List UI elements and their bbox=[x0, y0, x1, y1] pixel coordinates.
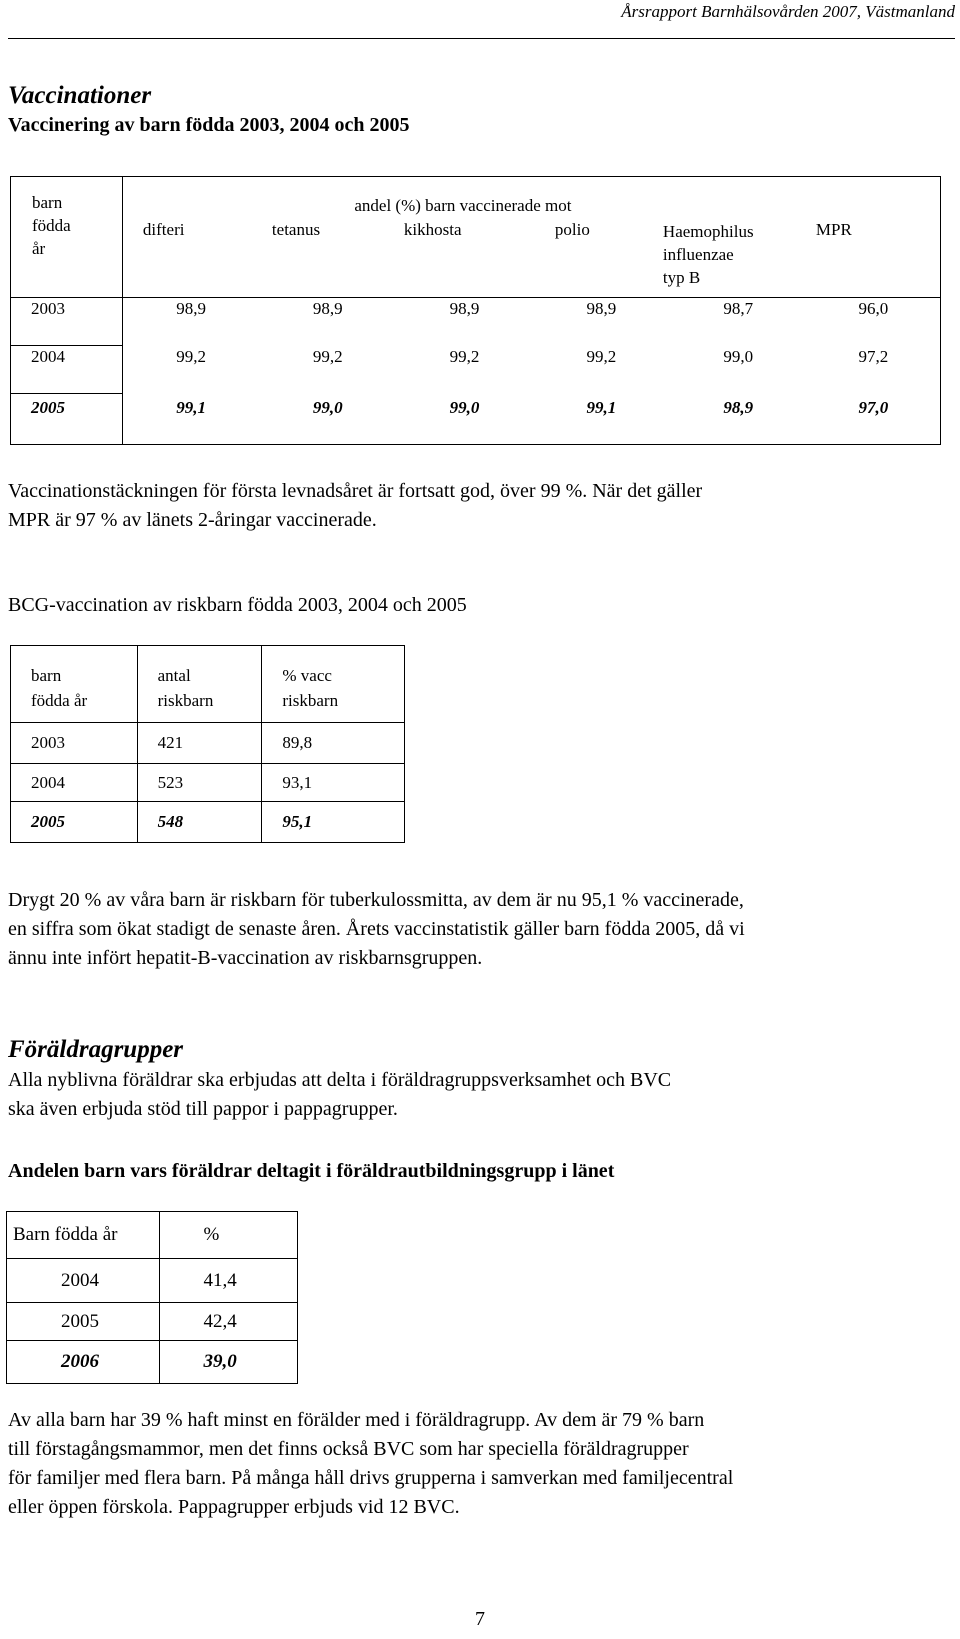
group-header: andel (%) barn vaccinerade mot bbox=[354, 196, 572, 215]
row-year: 2005 bbox=[11, 394, 123, 445]
hib-line: Haemophilus bbox=[662, 222, 754, 241]
paragraph-line: en siffra som ökat stadigt de senaste åren. Årets vaccinstatistik gäller barn födda 2005, då vi bbox=[8, 918, 745, 940]
bcg-header-line: % vacc bbox=[282, 666, 332, 685]
cell-value: 99,2 bbox=[312, 346, 343, 366]
bcg-header-line: antal bbox=[157, 666, 191, 685]
cell-value: 39,0 bbox=[159, 1341, 298, 1384]
cell-value: 97,0 bbox=[858, 397, 889, 417]
paragraph-line: Av alla barn har 39 % haft minst en förälder med i föräldragrupp. Av dem är 79 % barn bbox=[8, 1409, 705, 1431]
subtitle-vaccinering: Vaccinering av barn födda 2003, 2004 och 2005 bbox=[8, 114, 410, 136]
paragraph-line: eller öppen förskola. Pappagrupper erbjuds vid 12 BVC. bbox=[8, 1496, 460, 1518]
cell-value: 42,4 bbox=[159, 1303, 298, 1341]
vaccination-paragraph bbox=[8, 477, 702, 535]
cell-value: 2006 bbox=[7, 1341, 160, 1384]
cell-value: 41,4 bbox=[159, 1259, 298, 1303]
section-title-foraldragrupper: Föräldragrupper bbox=[8, 1036, 184, 1063]
cell-value: 98,9 bbox=[312, 299, 343, 318]
column-header: tetanus bbox=[271, 220, 321, 239]
bcg-paragraph bbox=[8, 886, 745, 973]
cell-value: 421 bbox=[137, 723, 262, 764]
cell-value: 98,9 bbox=[176, 299, 206, 318]
cell-value: 98,7 bbox=[723, 299, 754, 318]
cell-value: 2004 bbox=[7, 1259, 160, 1303]
column-header: polio bbox=[554, 220, 590, 239]
table-row bbox=[11, 764, 405, 802]
vaccination-table bbox=[10, 176, 941, 445]
paragraph-line: för familjer med flera barn. På många håll drivs grupperna i samverkan med familjecentral bbox=[8, 1467, 734, 1489]
cell-value: 99,1 bbox=[586, 397, 617, 417]
paragraph-line: Vaccinationstäckningen för första levnadsåret är fortsatt god, över 99 %. När det gäller bbox=[8, 480, 703, 502]
table-row bbox=[7, 1303, 298, 1341]
cell-value: 93,1 bbox=[262, 764, 405, 802]
table-row bbox=[11, 394, 941, 445]
cell-value: 523 bbox=[137, 764, 262, 802]
group-header-cell bbox=[122, 177, 940, 298]
column-header: kikhosta bbox=[403, 220, 462, 239]
bcg-header-line: riskbarn bbox=[282, 691, 339, 710]
section-title-vaccinationer: Vaccinationer bbox=[8, 82, 152, 109]
paragraph-line: MPR är 97 % av länets 2-åringar vaccinerade. bbox=[8, 509, 377, 531]
cell-value: 2004 bbox=[11, 764, 138, 802]
cell-value: 98,9 bbox=[586, 299, 617, 318]
paragraph-line: till förstagångsmammor, men det finns också BVC som har speciella föräldragrupper bbox=[8, 1438, 689, 1460]
column-header-hib bbox=[663, 220, 754, 289]
table-row bbox=[11, 346, 941, 394]
hib-line: influenzae bbox=[662, 245, 734, 264]
cell-value: 99,0 bbox=[312, 397, 343, 417]
bcg-header-line: födda år bbox=[31, 691, 88, 710]
parent-group-table bbox=[6, 1211, 298, 1384]
table-row bbox=[11, 298, 941, 346]
column-header: MPR bbox=[815, 220, 852, 239]
year-header-cell bbox=[11, 177, 123, 298]
cell-value: 99,2 bbox=[449, 346, 480, 366]
parent-header-cell: Barn födda år bbox=[7, 1212, 160, 1259]
parent-table-title: Andelen barn vars föräldrar deltagit i föräldrautbildningsgrupp i länet bbox=[8, 1160, 615, 1182]
paragraph-line: Drygt 20 % av våra barn är riskbarn för tuberkulossmitta, av dem är nu 95,1 % vaccinerade, bbox=[8, 889, 744, 911]
parent-header-cell: % bbox=[159, 1212, 298, 1259]
cell-value: 98,9 bbox=[449, 299, 480, 318]
cell-value: 99,0 bbox=[449, 397, 480, 417]
table-row bbox=[7, 1341, 298, 1384]
cell-value: 548 bbox=[137, 802, 262, 843]
cell-value: 2005 bbox=[11, 802, 138, 843]
year-header-line: födda bbox=[32, 216, 71, 235]
cell-value: 99,2 bbox=[176, 346, 206, 366]
table-row bbox=[7, 1259, 298, 1303]
bcg-header-cell bbox=[262, 646, 405, 723]
table-row bbox=[11, 723, 405, 764]
page-number: 7 bbox=[475, 1608, 485, 1630]
column-header: difteri bbox=[142, 220, 185, 239]
paragraph-line: ska även erbjuda stöd till pappor i pappagrupper. bbox=[8, 1098, 398, 1120]
cell-value: 98,9 bbox=[723, 397, 754, 417]
running-header: Årsrapport Barnhälsovården 2007, Västmanland bbox=[621, 2, 955, 21]
bcg-header-line: riskbarn bbox=[157, 691, 214, 710]
cell-value: 99,1 bbox=[176, 397, 206, 417]
table-row bbox=[11, 802, 405, 843]
bcg-header-line: barn bbox=[31, 666, 62, 685]
cell-value: 99,2 bbox=[586, 346, 617, 366]
header-rule bbox=[8, 38, 955, 39]
bcg-header-cell bbox=[11, 646, 138, 723]
year-header-line: barn bbox=[32, 193, 63, 212]
bcg-header-cell bbox=[137, 646, 262, 723]
row-year: 2003 bbox=[11, 298, 123, 346]
cell-value: 2005 bbox=[7, 1303, 160, 1341]
cell-value: 99,0 bbox=[723, 346, 754, 366]
hib-line: typ B bbox=[662, 268, 701, 287]
cell-value: 96,0 bbox=[858, 299, 889, 318]
paragraph-line: ännu inte infört hepatit-B-vaccination av riskbarnsgruppen. bbox=[8, 947, 483, 969]
cell-value: 95,1 bbox=[262, 802, 405, 843]
year-header-line: år bbox=[32, 239, 46, 258]
cell-value: 2003 bbox=[11, 723, 138, 764]
cell-value: 97,2 bbox=[858, 346, 889, 366]
paragraph-line: Alla nyblivna föräldrar ska erbjudas att delta i föräldragruppsverksamhet och BVC bbox=[8, 1069, 672, 1091]
foraldragrupper-intro bbox=[8, 1066, 671, 1124]
bcg-table bbox=[10, 645, 405, 843]
foraldragrupper-paragraph bbox=[8, 1406, 733, 1522]
cell-value: 89,8 bbox=[262, 723, 405, 764]
row-year: 2004 bbox=[11, 346, 123, 394]
bcg-title: BCG-vaccination av riskbarn födda 2003, 2004 och 2005 bbox=[8, 594, 467, 616]
